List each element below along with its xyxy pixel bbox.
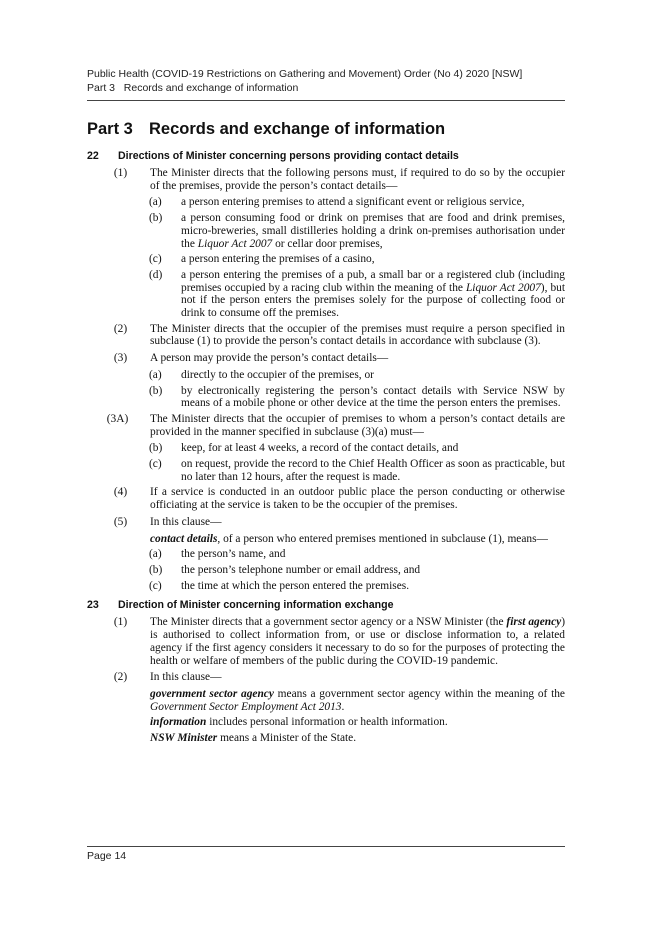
defined-term: first agency bbox=[506, 616, 562, 629]
paragraph-number: (b) bbox=[149, 442, 163, 455]
subclause-23-1 bbox=[87, 616, 565, 667]
paragraph-22-3-a bbox=[87, 369, 565, 382]
definition-text: . bbox=[341, 700, 345, 713]
clause-title: Direction of Minister concerning information exchange bbox=[118, 599, 394, 612]
subclause-text: The Minister directs that the following persons must, if required to do so by the occupier of the premises, provide the person’s contact details— bbox=[150, 167, 565, 192]
part-heading bbox=[87, 120, 445, 139]
paragraph-number: (c) bbox=[149, 458, 162, 471]
paragraph-text: a person entering the premises of a pub, a small bar or a registered club (including premises occupied by a racing club within the meaning of the bbox=[181, 268, 565, 294]
paragraph-text: on request, provide the record to the Chief Health Officer as soon as practicable, but no later than 12 hours, after the request is made. bbox=[181, 458, 565, 483]
paragraph-text: a person consuming food or drink on premises that are food and drink premises, micro-breweries, small distilleries holding a drink on-premises authorisation under the bbox=[181, 212, 565, 250]
document-body bbox=[87, 149, 565, 748]
subclause-text: A person may provide the person’s contact details— bbox=[150, 352, 389, 365]
paragraph-number: (c) bbox=[149, 253, 162, 266]
subclause-22-5 bbox=[87, 516, 565, 529]
definition-information bbox=[87, 716, 565, 729]
running-header bbox=[87, 67, 567, 95]
part-number: Part 3 bbox=[87, 120, 133, 138]
subclause-number: (4) bbox=[113, 486, 128, 499]
definition-contact-details bbox=[87, 533, 565, 546]
header-subtitle: Part 3 Records and exchange of information bbox=[87, 82, 299, 94]
definition-text: , of a person who entered premises mentioned in subclause (1), means— bbox=[217, 532, 548, 545]
subclause-text: The Minister directs that the occupier of the premises must require a person specified in subclause (1) to provide the person’s contact details in accordance with subclause (3). bbox=[150, 322, 565, 348]
subclause-number: (2) bbox=[113, 671, 128, 684]
paragraph-text: ), but not if the person enters the premises solely for the purpose of collecting food or drink to consume off the premises. bbox=[181, 281, 565, 320]
definition-text: includes personal information or health information. bbox=[206, 716, 448, 729]
subclause-number: (3) bbox=[113, 352, 128, 365]
subclause-22-1 bbox=[87, 167, 565, 192]
paragraph-number: (b) bbox=[149, 384, 163, 397]
paragraph-number: (a) bbox=[149, 368, 162, 381]
subclause-text: In this clause— bbox=[150, 515, 222, 528]
paragraph-22-1-a bbox=[87, 196, 565, 209]
subclause-22-4 bbox=[87, 486, 565, 511]
clause-23-heading bbox=[87, 598, 565, 612]
paragraph-number: (c) bbox=[149, 579, 162, 592]
subclause-text: ) is authorised to collect information from, or use or disclose information to, a related agency if the first agency considers it necessary to do so for the purposes of protecting the health or welfare of members of the public during the COVID-19 pandemic. bbox=[150, 616, 566, 667]
paragraph-text: a person entering the premises of a casino, bbox=[181, 253, 375, 266]
paragraph-number: (b) bbox=[149, 212, 163, 225]
paragraph-22-1-b bbox=[87, 212, 565, 250]
clause-22-heading bbox=[87, 149, 565, 163]
paragraph-22-5-c bbox=[87, 580, 565, 593]
subclause-23-2 bbox=[87, 671, 565, 684]
subclause-number: (1) bbox=[113, 167, 128, 179]
defined-term: contact details bbox=[150, 532, 218, 545]
subclause-number: (2) bbox=[113, 322, 128, 335]
defined-term: information bbox=[150, 716, 207, 729]
paragraph-text: a person entering premises to attend a significant event or religious service, bbox=[181, 196, 525, 209]
subclause-22-2 bbox=[87, 323, 565, 348]
subclause-text: The Minister directs that the occupier of premises to whom a person’s contact details are provided in the manner specified in subclause (3)(a) must— bbox=[150, 412, 565, 438]
act-reference: Government Sector Employment Act 2013 bbox=[150, 700, 342, 713]
paragraph-text: directly to the occupier of the premises, or bbox=[181, 368, 374, 381]
definition-text: means a government sector agency within the meaning of the bbox=[273, 687, 565, 700]
paragraph-22-3A-b bbox=[87, 442, 565, 455]
paragraph-22-1-d bbox=[87, 269, 565, 320]
header-title: Public Health (COVID-19 Restrictions on Gathering and Movement) Order (No 4) 2020 [NSW] bbox=[87, 68, 523, 80]
subclause-text: If a service is conducted in an outdoor public place the person conducting or otherwise officiating at the service is taken to be the occupier of the premises. bbox=[150, 486, 565, 512]
subclause-text: In this clause— bbox=[150, 671, 222, 684]
header-rule bbox=[87, 100, 565, 101]
subclause-text: The Minister directs that a government sector agency or a NSW Minister (the bbox=[150, 616, 507, 629]
paragraph-text: the time at which the person entered the premises. bbox=[181, 579, 410, 592]
act-reference: Liquor Act 2007 bbox=[465, 281, 541, 294]
page-number: Page 14 bbox=[87, 850, 127, 862]
paragraph-number: (a) bbox=[149, 196, 162, 209]
paragraph-number: (d) bbox=[149, 268, 163, 281]
paragraph-text: the person’s name, and bbox=[181, 548, 286, 561]
act-reference: Liquor Act 2007 bbox=[197, 237, 273, 250]
paragraph-text: the person’s telephone number or email address, and bbox=[181, 563, 421, 576]
paragraph-number: (b) bbox=[149, 563, 163, 576]
paragraph-22-5-b bbox=[87, 564, 565, 577]
subclause-number: (3A) bbox=[106, 412, 129, 425]
part-title: Records and exchange of information bbox=[149, 120, 446, 138]
subclause-22-3A bbox=[87, 413, 565, 438]
paragraph-22-1-c bbox=[87, 253, 565, 266]
defined-term: government sector agency bbox=[150, 687, 274, 700]
definition-text: means a Minister of the State. bbox=[217, 732, 357, 745]
subclause-number: (5) bbox=[113, 515, 128, 528]
paragraph-text: keep, for at least 4 weeks, a record of the contact details, and bbox=[181, 442, 459, 455]
clause-title: Directions of Minister concerning persons providing contact details bbox=[118, 150, 459, 162]
paragraph-22-3A-c bbox=[87, 458, 565, 483]
clause-number: 22 bbox=[87, 150, 99, 162]
definition-government-sector-agency bbox=[87, 688, 565, 713]
definition-nsw-minister bbox=[87, 732, 565, 745]
paragraph-text: by electronically registering the person’s contact details with Service NSW by means of a mobile phone or other device at the time the person enters the premises. bbox=[181, 384, 565, 410]
clause-number: 23 bbox=[87, 599, 99, 612]
defined-term: NSW Minister bbox=[150, 732, 218, 745]
footer-rule bbox=[87, 846, 565, 847]
paragraph-text: or cellar door premises, bbox=[272, 237, 383, 250]
subclause-number: (1) bbox=[113, 616, 128, 629]
paragraph-22-5-a bbox=[87, 548, 565, 561]
paragraph-22-3-b bbox=[87, 385, 565, 410]
subclause-22-3 bbox=[87, 352, 565, 365]
paragraph-number: (a) bbox=[149, 548, 162, 561]
